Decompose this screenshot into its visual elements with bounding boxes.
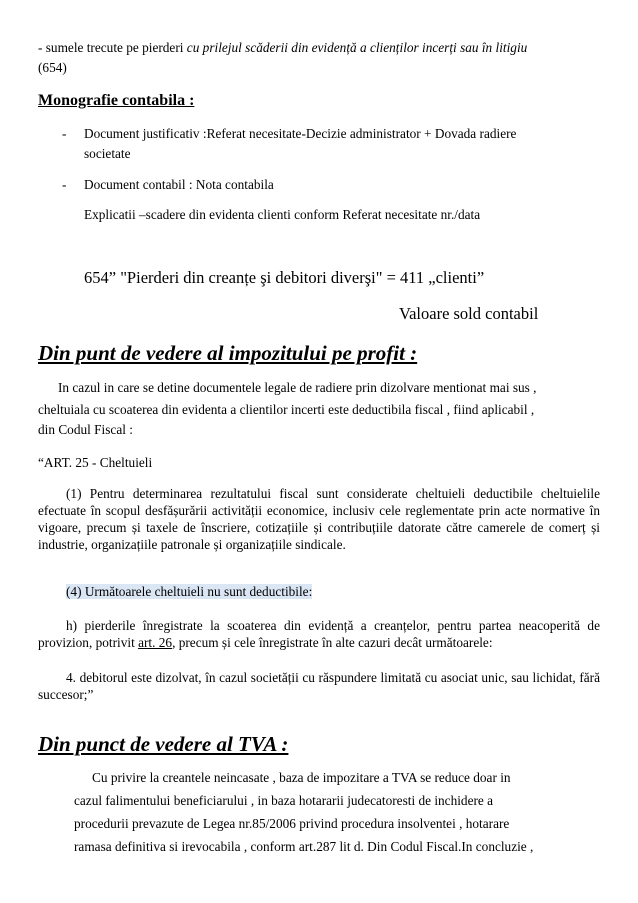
tva-para-line-4: ramasa definitiva si irevocabila , conform art.287 lit d. Din Codul Fiscal.In concluzie , <box>74 839 534 854</box>
impozit-para-line-2: cheltuiala cu scoaterea din evidenta a clientilor incerti este deductibila fiscal , fiind aplicabil , <box>38 402 535 417</box>
explicatii-line: Explicatii –scadere din evidenta clienti conform Referat necesitate nr./data <box>84 207 481 222</box>
list-dash-1: - <box>62 126 67 141</box>
tva-para-line-1: Cu privire la creantele neincasate , baza de impozitare a TVA se reduce doar in <box>92 770 511 785</box>
pct-4-paragraph: 4. debitorul este dizolvat, în cazul societății cu răspundere limitată cu asociat unic, sau lichidat, fără succesor;” <box>38 670 600 702</box>
intro-line-2: (654) <box>38 60 67 75</box>
intro-line-1 <box>38 38 527 58</box>
impozit-para-line-1: In cazul in care se detine documentele legale de radiere prin dizolvare mentionat mai sus , <box>58 380 537 395</box>
list-dash-2: - <box>62 177 67 192</box>
art-26-link[interactable]: art. 26 <box>138 635 173 650</box>
intro-prefix: - sumele trecute pe pierderi <box>38 40 184 55</box>
impozit-heading: Din punt de vedere al impozitului pe profit : <box>38 341 418 365</box>
accounting-formula: 654” "Pierderi din creanțe şi debitori diverşi" = 411 „clienti” <box>84 268 485 287</box>
lit-h-text: h) pierderile înregistrate la scoaterea din evidență a creanțelor, pentru partea neacoperită de provizion, potrivit <box>38 618 600 650</box>
art-25-title: “ART. 25 - Cheltuieli <box>38 455 153 470</box>
lit-h-paragraph <box>38 617 600 651</box>
intro-italic-text: cu prilejul scăderii din evidență a clienților incerți sau în litigiu <box>186 40 528 55</box>
list-item-1-line-2: societate <box>84 146 131 161</box>
impozit-para-line-3: din Codul Fiscal : <box>38 422 133 437</box>
tva-para-line-3: procedurii prevazute de Legea nr.85/2006 privind procedura insolventei , hotarare <box>74 816 510 831</box>
alin-1-paragraph: (1) Pentru determinarea rezultatului fiscal sunt considerate cheltuieli deductibile cheltuielile efectuate în scopul desfășurării activității economice, inclusiv cele reglementate prin acte normative în vigoare, precum și taxele de înscriere, cotizațiile și contribuțiile datorate către camerele de comerț și industrie, organizațiile patronale și organizațiile sindicale. <box>38 486 600 552</box>
monografie-heading: Monografie contabila : <box>38 92 195 109</box>
tva-para-line-2: cazul falimentului beneficiarului , in baza hotararii judecatoresti de inchidere a <box>74 793 494 808</box>
list-item-2-line-1: Document contabil : Nota contabila <box>84 177 274 192</box>
alin-4-line <box>66 582 312 602</box>
lit-h-text-after: , precum și cele înregistrate în alte cazuri decât următoarele: <box>172 635 493 650</box>
list-item-1-line-1: Document justificativ :Referat necesitate-Decizie administrator + Dovada radiere <box>84 126 517 141</box>
valoare-sold: Valoare sold contabil <box>399 304 539 323</box>
alin-4-highlight: (4) Următoarele cheltuieli nu sunt deductibile: <box>66 584 313 599</box>
tva-heading: Din punct de vedere al TVA : <box>38 732 289 756</box>
